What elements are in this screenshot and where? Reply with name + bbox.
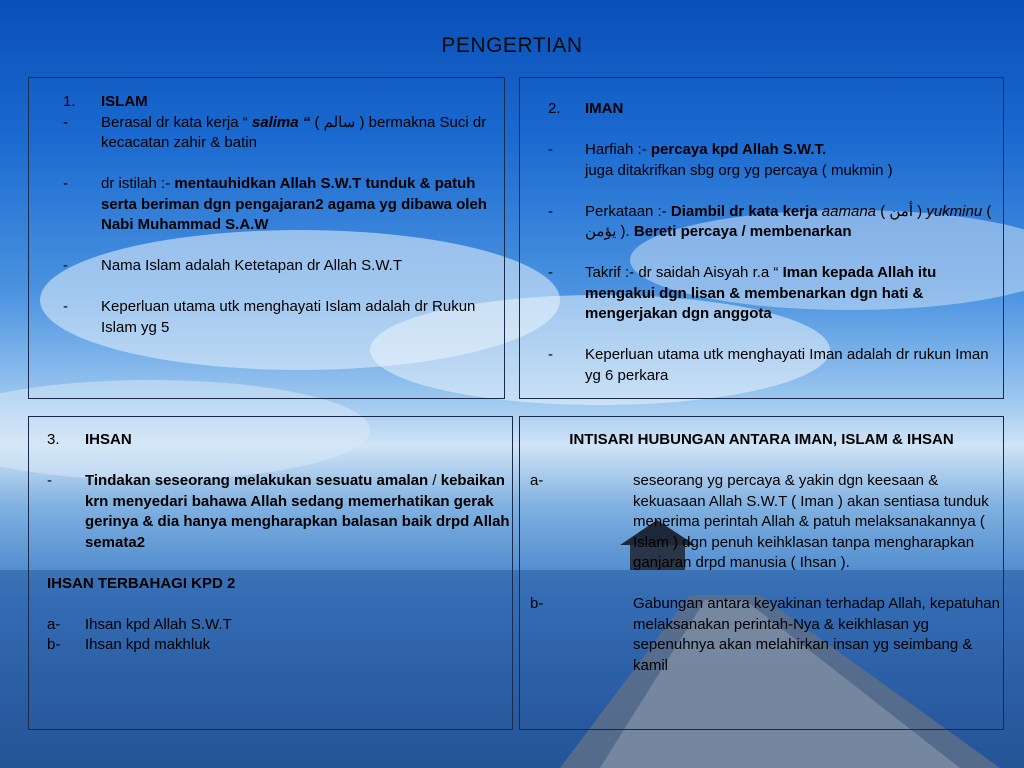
ihsan-subheading: IHSAN TERBAHAGI KPD 2 <box>47 574 236 592</box>
iman-bullet-4: - Keperluan utama utk menghayati Iman adalah dr rukun Iman yg 6 perkara <box>548 346 989 384</box>
iman-heading-row <box>520 99 1003 120</box>
iman-bullet-3: - Takrif :- dr saidah Aisyah r.a “ Iman kepada Allah itu mengakui dgn lisan & membenarkan dgn hati & mengerjakan dgn anggota <box>548 264 937 322</box>
iman-panel <box>519 77 1004 399</box>
ihsan-item-a: a- Ihsan kpd Allah S.W.T <box>47 615 232 633</box>
ihsan-heading-row <box>29 430 512 451</box>
ihsan-heading: IHSAN <box>85 431 132 448</box>
islam-heading: ISLAM <box>101 93 148 110</box>
ihsan-number: 3. <box>47 431 60 448</box>
intisari-item-a: a- seseorang yg percaya & yakin dgn keesaan & kekuasaan Allah S.W.T ( Iman ) akan sentiasa tunduk menerima perintah Allah & patuh melaksanakannya ( Islam ) dgn penuh keihklasan tanpa mengharapkan ganjaran drpd manusia ( Ihsan ). <box>530 472 989 571</box>
intisari-panel <box>519 416 1004 730</box>
islam-panel <box>28 77 505 399</box>
page-title: PENGERTIAN <box>441 34 583 57</box>
intisari-heading: INTISARI HUBUNGAN ANTARA IMAN, ISLAM & IHSAN <box>569 431 954 448</box>
islam-bullet-1: - Berasal dr kata kerja “ salima “ ( سالم ) bermakna Suci dr kecacatan zahir & batin <box>63 113 487 151</box>
ihsan-panel <box>28 416 513 730</box>
islam-bullet-3: - Nama Islam adalah Ketetapan dr Allah S.W.T <box>63 257 402 274</box>
islam-heading-row <box>29 92 504 113</box>
islam-bullet-4: - Keperluan utama utk menghayati Islam adalah dr Rukun Islam yg 5 <box>63 298 476 336</box>
ihsan-item-b: b- Ihsan kpd makhluk <box>47 636 211 653</box>
iman-number: 2. <box>548 100 561 117</box>
intisari-item-b: b- Gabungan antara keyakinan terhadap Allah, kepatuhan melaksanakan perintah-Nya & keikhlasan yg sepenuhnya akan melahirkan insan yg seimbang & kamil <box>530 595 1000 674</box>
iman-bullet-1: - Harfiah :- percaya kpd Allah S.W.T. juga ditakrifkan sbg org yg percaya ( mukmin ) <box>548 141 893 179</box>
islam-bullet-2: - dr istilah :- mentauhidkan Allah S.W.T tunduk & patuh serta beriman dgn pengajaran2 agama yg dibawa oleh Nabi Muhammad S.A.W <box>63 175 487 233</box>
iman-bullet-2: - Perkataan :- Diambil dr kata kerja aamana ( أمن ) yukminu ( يؤمن ). Bereti percaya / membenarkan <box>548 202 992 240</box>
ihsan-bullet-1: - Tindakan seseorang melakukan sesuatu amalan / kebaikan krn menyedari bahawa Allah sedang memerhatikan gerak gerinya & dia hanya mengharapkan balasan baik drpd Allah semata2 <box>47 472 510 551</box>
islam-number: 1. <box>63 93 76 110</box>
iman-heading: IMAN <box>585 100 624 117</box>
